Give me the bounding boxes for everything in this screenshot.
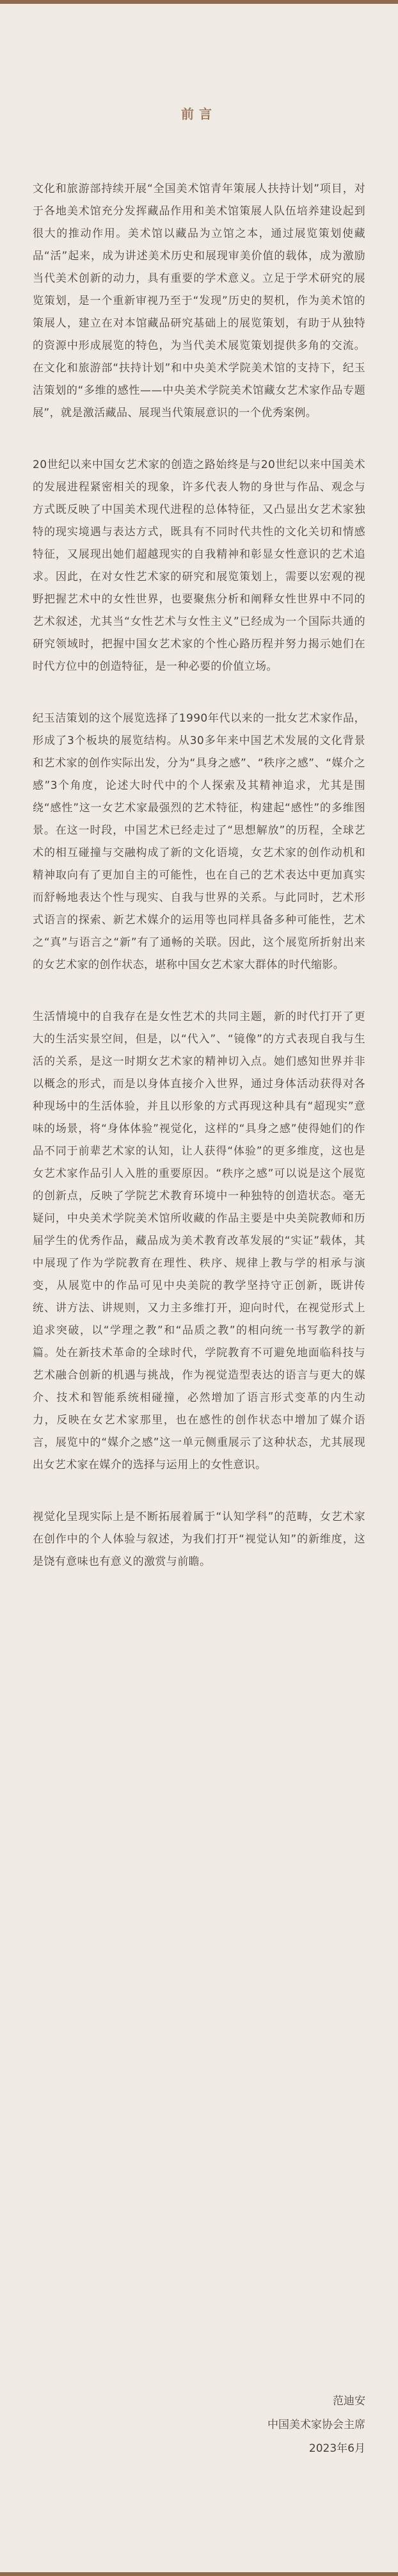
- signature-block: [267, 2390, 365, 2461]
- paragraph-1: 文化和旅游部持续开展“全国美术馆青年策展人扶持计划”项目，对于各地美术馆充分发挥藏品作用和美术馆策展人队伍培养建设起到很大的推动作用。美术馆以藏品为立馆之本，通过展览策划使藏品“活”起来，成为讲述美术历史和展现审美价值的载体，成为激励当代美术创新的动力，具有重要的学术意义。立足于学术研究的展览策划，是一个重新审视乃至于“发现”历史的契机，作为美术馆的策展人，建立在对本馆藏品研究基础上的展览策划，有助于从独特的资源中形成展览的特色，为当代美术展览策划提供多角的交流。在文化和旅游部“扶持计划”和中央美术学院美术馆的支持下，纪玉洁策划的“多维的感性——中央美术学院美术馆藏女艺术家作品专题展”，就是激活藏品、展现当代策展意识的一个优秀案例。: [33, 182, 365, 419]
- author-name: 范迪安: [333, 2395, 365, 2408]
- author-org: 中国美术家协会主席: [267, 2418, 365, 2431]
- article-body: [33, 178, 365, 1603]
- paragraph-2: 20世纪以来中国女艺术家的创造之路始终是与20世纪以来中国美术的发展进程紧密相关的现象，许多代表人物的身世与作品、观念与方式既反映了中国美术现代进程的总体特征，又凸显出女艺术家独特的现实境遇与表达方式，既具有不同时代共性的文化关切和情感特征，又展现出她们超越现实的自我精神和彰显女性意识的艺术追求。因此，在对女性艺术家的研究和展览策划上，需要以宏观的视野把握艺术中的女性世界，也要聚焦分析和阐释女性世界中不同的艺术叙述，尤其当“女性艺术与女性主义”已经成为一个国际共通的研究领域时，把握中国女艺术家的个性心路历程并努力揭示她们在时代方位中的创造特征，是一种必要的价值立场。: [33, 458, 365, 673]
- top-accent-bar: [0, 0, 398, 4]
- signature-date: 2023年6月: [308, 2442, 365, 2455]
- paragraph-5: 视觉化呈现实际上是不断拓展着属于“认知学科”的范畴，女艺术家在创作中的个人体验与叙述，为我们打开“视觉认知”的新维度，这是饶有意味也有意义的激赏与前瞻。: [33, 1511, 365, 1568]
- page-title: 前言: [181, 106, 217, 122]
- paragraph-3: 纪玉洁策划的这个展览选择了1990年代以来的一批女艺术家作品，形成了3个板块的展览结构。从30多年来中国艺术发展的文化背景和艺术家的创作实际出发，分为“具身之感”、“秩序之感”、“媒介之感”3个角度，论述大时代中的个人探索及其精神追求，尤其是围绕“感性”这一女艺术家最强烈的艺术特征，构建起“感性”的多维图景。在这一时段，中国艺术已经走过了“思想解放”的历程，全球艺术的相互碰撞与交融构成了新的文化语境，女艺术家的创作动机和精神取向有了更加自主的可能性，也在自己的艺术表达中更加真实而舒畅地表达个性与现实、自我与世界的关系。与此同时，艺术形式语言的探索、新艺术媒介的运用等也同样具备多种可能性，艺术之“真”与语言之“新”有了通畅的关联。因此，这个展览所折射出来的女艺术家的创作状态，堪称中国女艺术家大群体的时代缩影。: [33, 712, 365, 971]
- paragraph-4: 生活情境中的自我存在是女性艺术的共同主题，新的时代打开了更大的生活实景空间，但是，以“代入”、“镜像”的方式表现自我与生活的关系，是这一时期女艺术家的精神切入点。她们感知世界并非以概念的形式，而是以身体直接介入世界，通过身体活动获得对各种现场中的生活体验，并且以形象的方式再现这种具有“超现实”意味的场景，将“身体体验”视觉化，这样的“具身之感”使得她们的作品不同于前辈艺术家的认知，让人获得“体验”的更多维度，这也是女艺术家作品引人入胜的重要原因。“秩序之感”可以说是这个展览的创新点，反映了学院艺术教育环境中一种独特的创造状态。毫无疑问，中央美术学院美术馆所收藏的作品主要是中央美院教师和历届学生的优秀作品，藏品成为美术教育改革发展的“实证”载体，其中展现了作为学院教育在理性、秩序、规律上教与学的相承与演变，从展览中的作品可见中央美院的教学坚持守正创新，既讲传统、讲方法、讲规则，又力主多维打开，迎向时代，在视觉形式上追求突破，以“学理之教”和“品质之教”的相向统一书写教学的新篇。处在新技术革命的全球时代，学院教育不可避免地面临科技与艺术融合创新的机遇与挑战，作为视觉造型表达的语言与更大的媒介、技术和智能系统相碰撞，必然增加了语言形式变革的内生动力，反映在女艺术家那里，也在感性的创作状态中增加了媒介语言，展览中的“媒介之感”这一单元侧重展示了这种状态，尤其展现出女艺术家在媒介的选择与运用上的女性意识。: [33, 1010, 365, 1471]
- bottom-accent-bar: [0, 2572, 398, 2576]
